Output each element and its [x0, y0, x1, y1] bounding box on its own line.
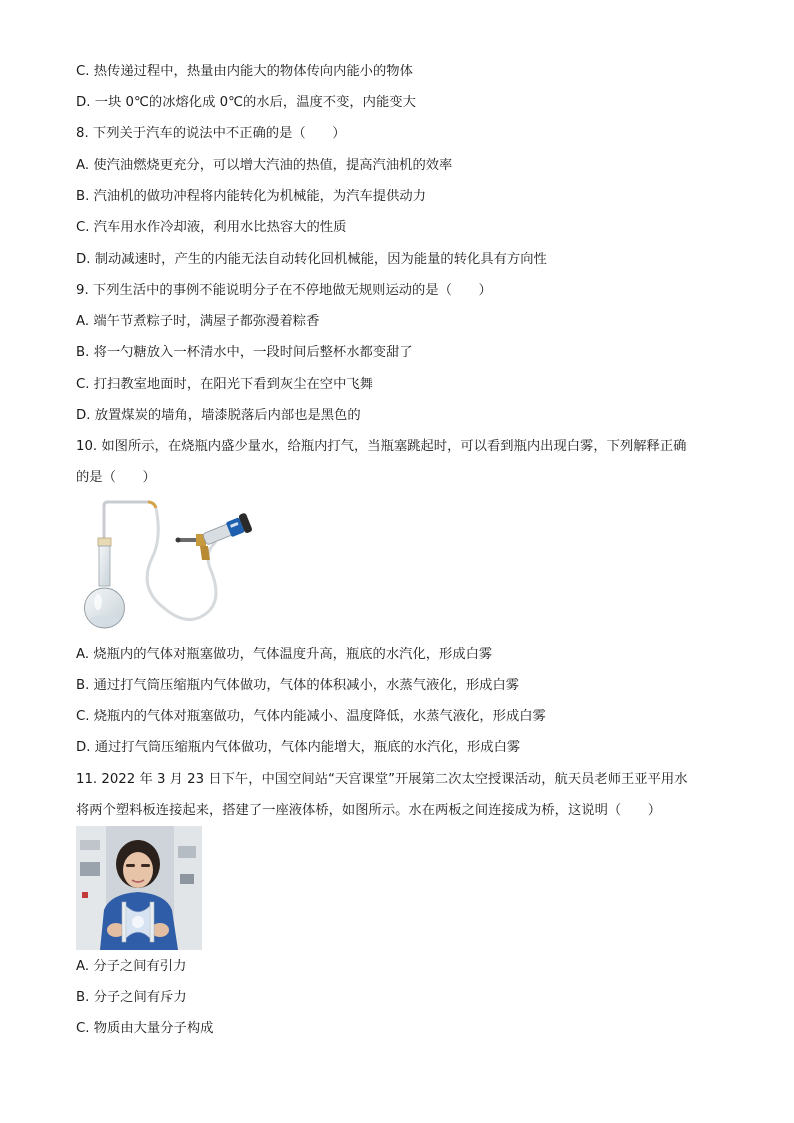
flask-pump-figure: [78, 498, 258, 636]
q8-option-a: A. 使汽油燃烧更充分，可以增大汽油的热值，提高汽油机的效率: [76, 158, 453, 173]
q10-option-a: A. 烧瓶内的气体对瓶塞做功，气体温度升高，瓶底的水汽化，形成白雾: [76, 647, 493, 662]
q10-stem-line1: 10. 如图所示，在烧瓶内盛少量水，给瓶内打气，当瓶塞跳起时，可以看到瓶内出现白雾，下列解释正确: [76, 439, 687, 454]
q10-option-d: D. 通过打气筒压缩瓶内气体做功，气体内能增大，瓶底的水汽化，形成白雾: [76, 740, 521, 755]
q9-option-a: A. 端午节煮粽子时，满屋子都弥漫着粽香: [76, 314, 320, 329]
q8-option-c: C. 汽车用水作冷却液，利用水比热容大的性质: [76, 220, 347, 235]
q9-stem: 9. 下列生活中的事例不能说明分子在不停地做无规则运动的是（ ）: [76, 283, 492, 298]
q8-option-b: B. 汽油机的做功冲程将内能转化为机械能，为汽车提供动力: [76, 189, 426, 204]
q9-option-d: D. 放置煤炭的墙角，墙漆脱落后内部也是黑色的: [76, 408, 361, 423]
q8-option-d: D. 制动减速时，产生的内能无法自动转化回机械能，因为能量的转化具有方向性: [76, 252, 547, 267]
q11-option-a: A. 分子之间有引力: [76, 959, 187, 974]
q10-option-b: B. 通过打气筒压缩瓶内气体做功，气体的体积减小，水蒸气液化，形成白雾: [76, 678, 520, 693]
q10-option-c: C. 烧瓶内的气体对瓶塞做功，气体内能减小、温度降低，水蒸气液化，形成白雾: [76, 709, 546, 724]
q9-option-b: B. 将一勺糖放入一杯清水中，一段时间后整杯水都变甜了: [76, 345, 413, 360]
q11-option-b: B. 分子之间有斥力: [76, 990, 187, 1005]
astronaut-illustration: [76, 826, 202, 950]
q9-option-c: C. 打扫教室地面时，在阳光下看到灰尘在空中飞舞: [76, 377, 373, 392]
flask-pump-illustration: [78, 498, 258, 636]
q10-stem-line2: 的是（ ）: [76, 470, 156, 485]
q11-stem-line2: 将两个塑料板连接起来，搭建了一座液体桥，如图所示。水在两板之间连接成为桥，这说明（ ）: [76, 803, 662, 818]
q11-stem-line1: 11. 2022 年 3 月 23 日下午，中国空间站“天宫课堂”开展第二次太空授课活动，航天员老师王亚平用水: [76, 772, 688, 787]
q7-option-c: C. 热传递过程中，热量由内能大的物体传向内能小的物体: [76, 64, 413, 79]
q7-option-d: D. 一块 0℃的冰熔化成 0℃的水后，温度不变，内能变大: [76, 95, 416, 110]
q11-option-c: C. 物质由大量分子构成: [76, 1021, 214, 1036]
q8-stem: 8. 下列关于汽车的说法中不正确的是（ ）: [76, 126, 346, 141]
astronaut-liquid-bridge-photo: [76, 826, 202, 950]
